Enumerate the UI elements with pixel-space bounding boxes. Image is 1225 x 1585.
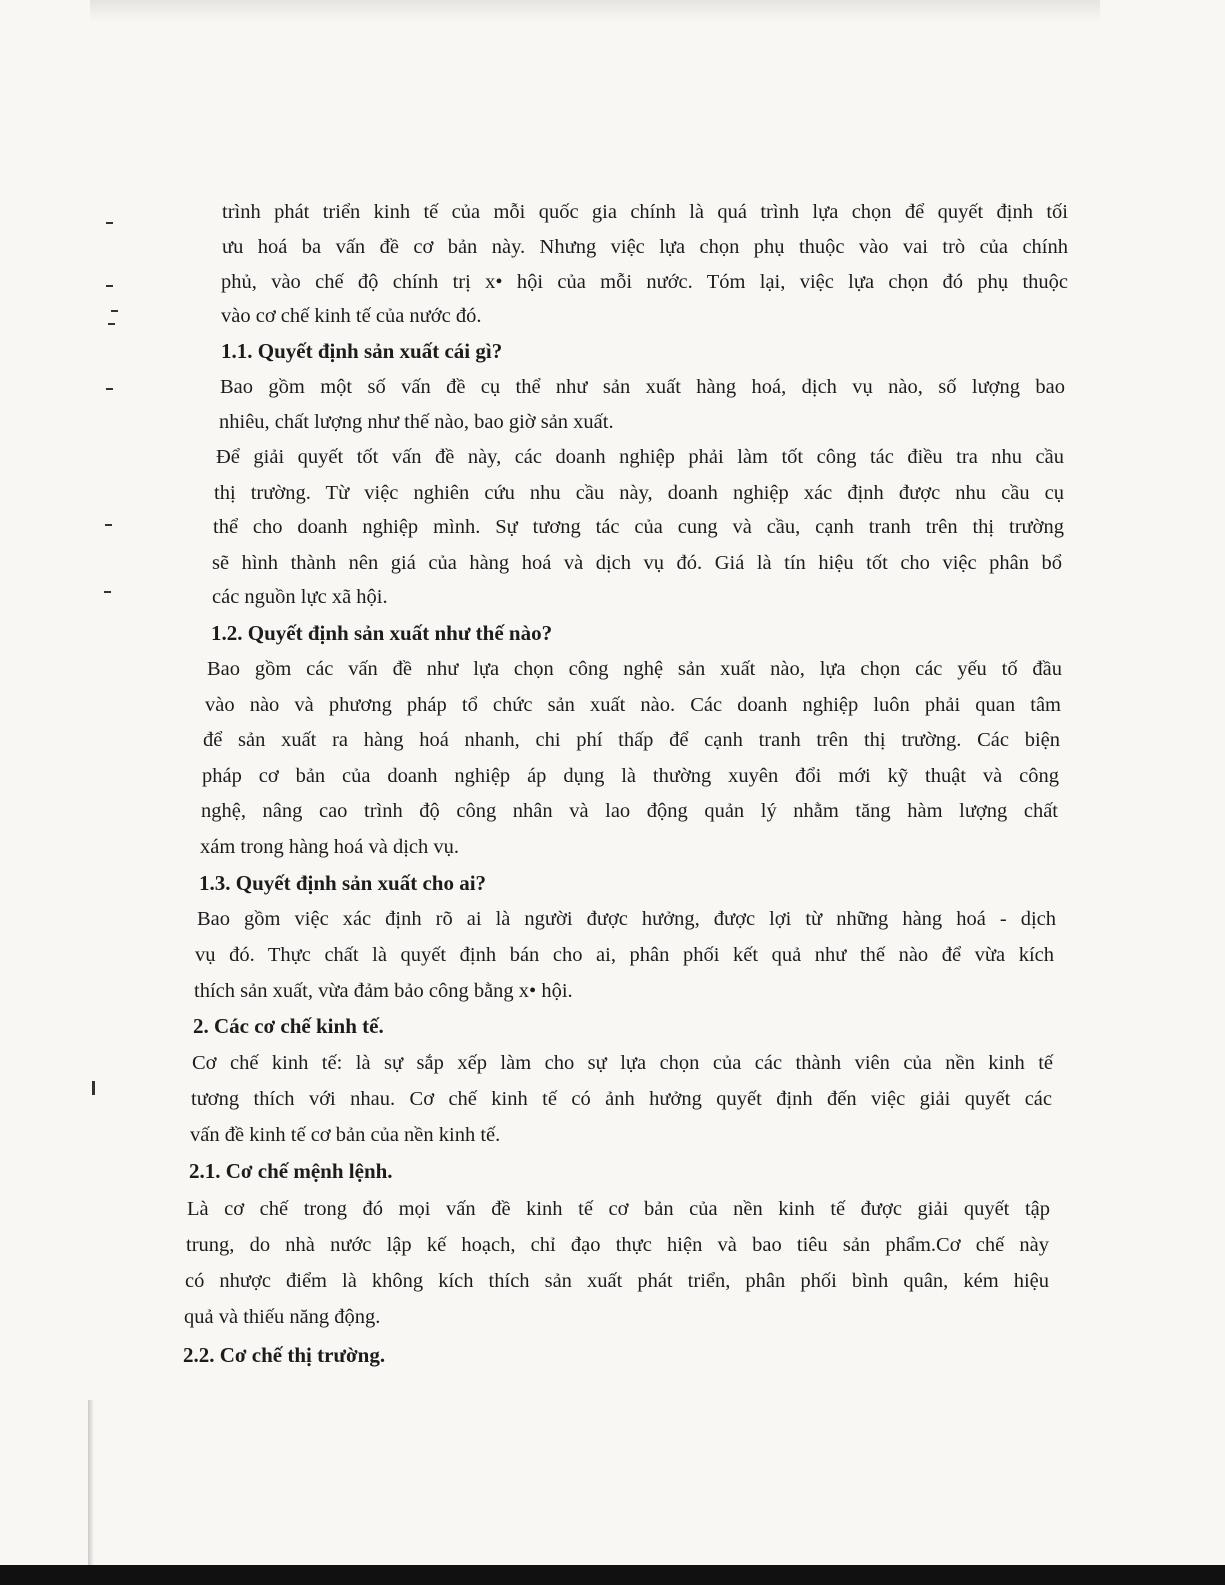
paragraph-line: vào nào và phương pháp tổ chức sản xuất nào. Các doanh nghiệp luôn phải quan tâm xyxy=(205,694,1061,716)
paragraph-line: nhiêu, chất lượng như thế nào, bao giờ sản xuất. xyxy=(219,411,614,433)
paragraph-line: tương thích với nhau. Cơ chế kinh tế có ảnh hưởng quyết định đến việc giải quyết các xyxy=(191,1088,1052,1110)
paragraph-line: Là cơ chế trong đó mọi vấn đề kinh tế cơ bản của nền kinh tế được giải quyết tập xyxy=(187,1198,1050,1220)
paragraph-line: Bao gồm các vấn đề như lựa chọn công nghệ sản xuất nào, lựa chọn các yếu tố đầu xyxy=(207,658,1062,680)
section-heading: 2. Các cơ chế kinh tế. xyxy=(193,1014,384,1038)
scan-bottom-bar xyxy=(0,1565,1225,1585)
paragraph-line: sẽ hình thành nên giá của hàng hoá và dịch vụ đó. Giá là tín hiệu tốt cho việc phân bổ xyxy=(212,552,1062,574)
section-heading: 2.1. Cơ chế mệnh lệnh. xyxy=(189,1159,393,1183)
paragraph-line: để sản xuất ra hàng hoá nhanh, chi phí thấp để cạnh tranh trên thị trường. Các biện xyxy=(203,729,1060,751)
paragraph-line: thể cho doanh nghiệp mình. Sự tương tác của cung và cầu, cạnh tranh trên thị trường xyxy=(213,516,1064,538)
section-heading: 1.1. Quyết định sản xuất cái gì? xyxy=(221,339,503,363)
paragraph-line: có nhược điểm là không kích thích sản xuất phát triển, phân phối bình quân, kém hiệu xyxy=(185,1270,1049,1292)
paragraph-line: Bao gồm việc xác định rõ ai là người được hưởng, được lợi từ những hàng hoá - dịch xyxy=(197,908,1056,930)
paragraph-line: quả và thiếu năng động. xyxy=(184,1306,381,1328)
paragraph-line: phủ, vào chế độ chính trị x• hội của mỗi nước. Tóm lại, việc lựa chọn đó phụ thuộc xyxy=(221,271,1068,293)
paragraph-line: Bao gồm một số vấn đề cụ thể như sản xuất hàng hoá, dịch vụ nào, số lượng bao xyxy=(220,376,1065,398)
paragraph-line: pháp cơ bản của doanh nghiệp áp dụng là thường xuyên đổi mới kỹ thuật và công xyxy=(202,765,1059,787)
paragraph-line: Cơ chế kinh tế: là sự sắp xếp làm cho sự lựa chọn của các thành viên của nền kinh tế xyxy=(192,1052,1053,1074)
paragraph-line: vào cơ chế kinh tế của nước đó. xyxy=(221,305,482,327)
paragraph-line: vấn đề kinh tế cơ bản của nền kinh tế. xyxy=(190,1124,501,1146)
paragraph-line: trình phát triển kinh tế của mỗi quốc gia chính là quá trình lựa chọn để quyết định tối xyxy=(222,201,1068,223)
paragraph-line: xám trong hàng hoá và dịch vụ. xyxy=(200,836,460,858)
paragraph-line: thị trường. Từ việc nghiên cứu nhu cầu này, doanh nghiệp xác định được nhu cầu cụ xyxy=(214,482,1064,504)
section-heading: 1.3. Quyết định sản xuất cho ai? xyxy=(199,871,487,895)
paragraph-line: thích sản xuất, vừa đảm bảo công bằng x• hội. xyxy=(194,980,573,1002)
paragraph-line: Để giải quyết tốt vấn đề này, các doanh nghiệp phải làm tốt công tác điều tra nhu cầu xyxy=(216,446,1064,468)
section-heading: 2.2. Cơ chế thị trường. xyxy=(183,1343,386,1367)
section-heading: 1.2. Quyết định sản xuất như thế nào? xyxy=(211,621,553,645)
paragraph-line: trung, do nhà nước lập kế hoạch, chỉ đạo thực hiện và bao tiêu sản phẩm.Cơ chế này xyxy=(186,1234,1049,1256)
paragraph-line: nghệ, nâng cao trình độ công nhân và lao động quản lý nhằm tăng hàm lượng chất xyxy=(201,800,1058,822)
paragraph-line: vụ đó. Thực chất là quyết định bán cho ai, phân phối kết quả như thế nào để vừa kích xyxy=(195,944,1054,966)
paragraph-line: ưu hoá ba vấn đề cơ bản này. Nhưng việc lựa chọn phụ thuộc vào vai trò của chính xyxy=(222,236,1068,258)
paragraph-line: các nguồn lực xã hội. xyxy=(212,586,388,608)
